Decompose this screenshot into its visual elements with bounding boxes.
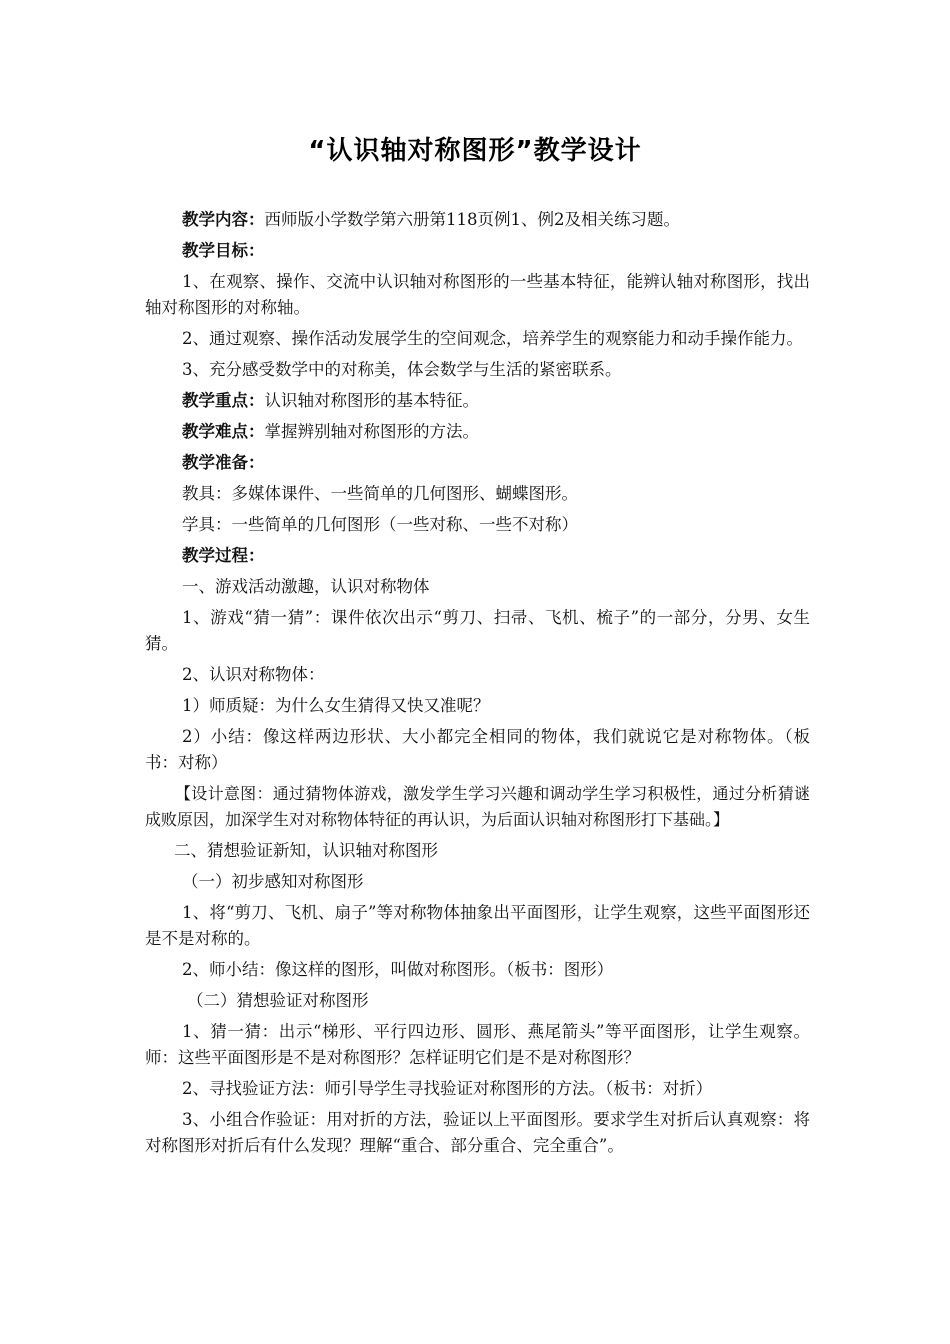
goal-item: 2、通过观察、操作活动发展学生的空间观念，培养学生的观察能力和动手操作能力。	[182, 329, 803, 348]
subsection2-heading: （二）猜想验证对称图形	[187, 991, 369, 1010]
teaching-content	[145, 207, 810, 233]
prep-item: 学具：一些简单的几何图形（一些对称、一些不对称）	[182, 515, 578, 534]
section2-heading: 二、猜想验证新知，认识轴对称图形	[174, 841, 438, 860]
goals-heading: 教学目标：	[182, 241, 265, 260]
design-note: 【设计意图：通过猜物体游戏，激发学生学习兴趣和调动学生学习积极性，通过分析猜谜成败原因，加深学生对对称物体特征的再认识，为后面认识轴对称图形打下基础。】	[145, 784, 810, 829]
prep-heading: 教学准备：	[182, 453, 265, 472]
section1-item: 1、游戏“猜一猜”：课件依次出示“剪刀、扫帚、飞机、梳子”的一部分，分男、女生猜。	[145, 608, 810, 653]
document-title: “认识轴对称图形”教学设计	[308, 136, 642, 166]
goal-item: 3、充分感受数学中的对称美，体会数学与生活的紧密联系。	[182, 360, 622, 379]
document-body	[145, 207, 810, 1164]
key-point-text: 认识轴对称图形的基本特征。	[264, 391, 479, 410]
prep-item: 教具：多媒体课件、一些简单的几何图形、蝴蝶图形。	[182, 484, 578, 503]
section1-heading: 一、游戏活动激趣，认识对称物体	[182, 577, 430, 596]
process-heading: 教学过程：	[182, 546, 265, 565]
section1-item: 1）师质疑：为什么女生猜得又快又准呢？	[182, 696, 490, 715]
section1-item: 2）小结：像这样两边形状、大小都完全相同的物体，我们就说它是对称物体。（板书：对称）	[145, 727, 810, 772]
subsection1-item: 1、将“剪刀、飞机、扇子”等对称物体抽象出平面图形，让学生观察，这些平面图形还是不是对称的。	[145, 903, 810, 948]
subsection2-item: 3、小组合作验证：用对折的方法，验证以上平面图形。要求学生对折后认真观察：将对称图形对折后有什么发现？理解“重合、部分重合、完全重合”。	[145, 1110, 810, 1155]
difficulty	[145, 419, 810, 445]
subsection1-heading: （一）初步感知对称图形	[182, 872, 364, 891]
content-label: 教学内容：	[182, 210, 265, 229]
subsection2-item: 2、寻找验证方法：师引导学生寻找验证对称图形的方法。（板书：对折）	[182, 1079, 713, 1098]
key-point-label: 教学重点：	[182, 391, 265, 410]
key-point	[145, 388, 810, 414]
difficulty-label: 教学难点：	[182, 422, 265, 441]
goal-item: 1、在观察、操作、交流中认识轴对称图形的一些基本特征，能辨认轴对称图形，找出轴对称图形的对称轴。	[145, 272, 810, 317]
section1-item: 2、认识对称物体：	[182, 665, 325, 684]
difficulty-text: 掌握辨别轴对称图形的方法。	[264, 422, 479, 441]
subsection2-item: 1、猜一猜：出示“梯形、平行四边形、圆形、燕尾箭头”等平面图形，让学生观察。师：这些平面图形是不是对称图形？怎样证明它们是不是对称图形？	[145, 1022, 810, 1067]
subsection1-item: 2、师小结：像这样的图形，叫做对称图形。（板书：图形）	[182, 960, 614, 979]
content-text: 西师版小学数学第六册第118页例1、例2及相关练习题。	[264, 210, 680, 229]
